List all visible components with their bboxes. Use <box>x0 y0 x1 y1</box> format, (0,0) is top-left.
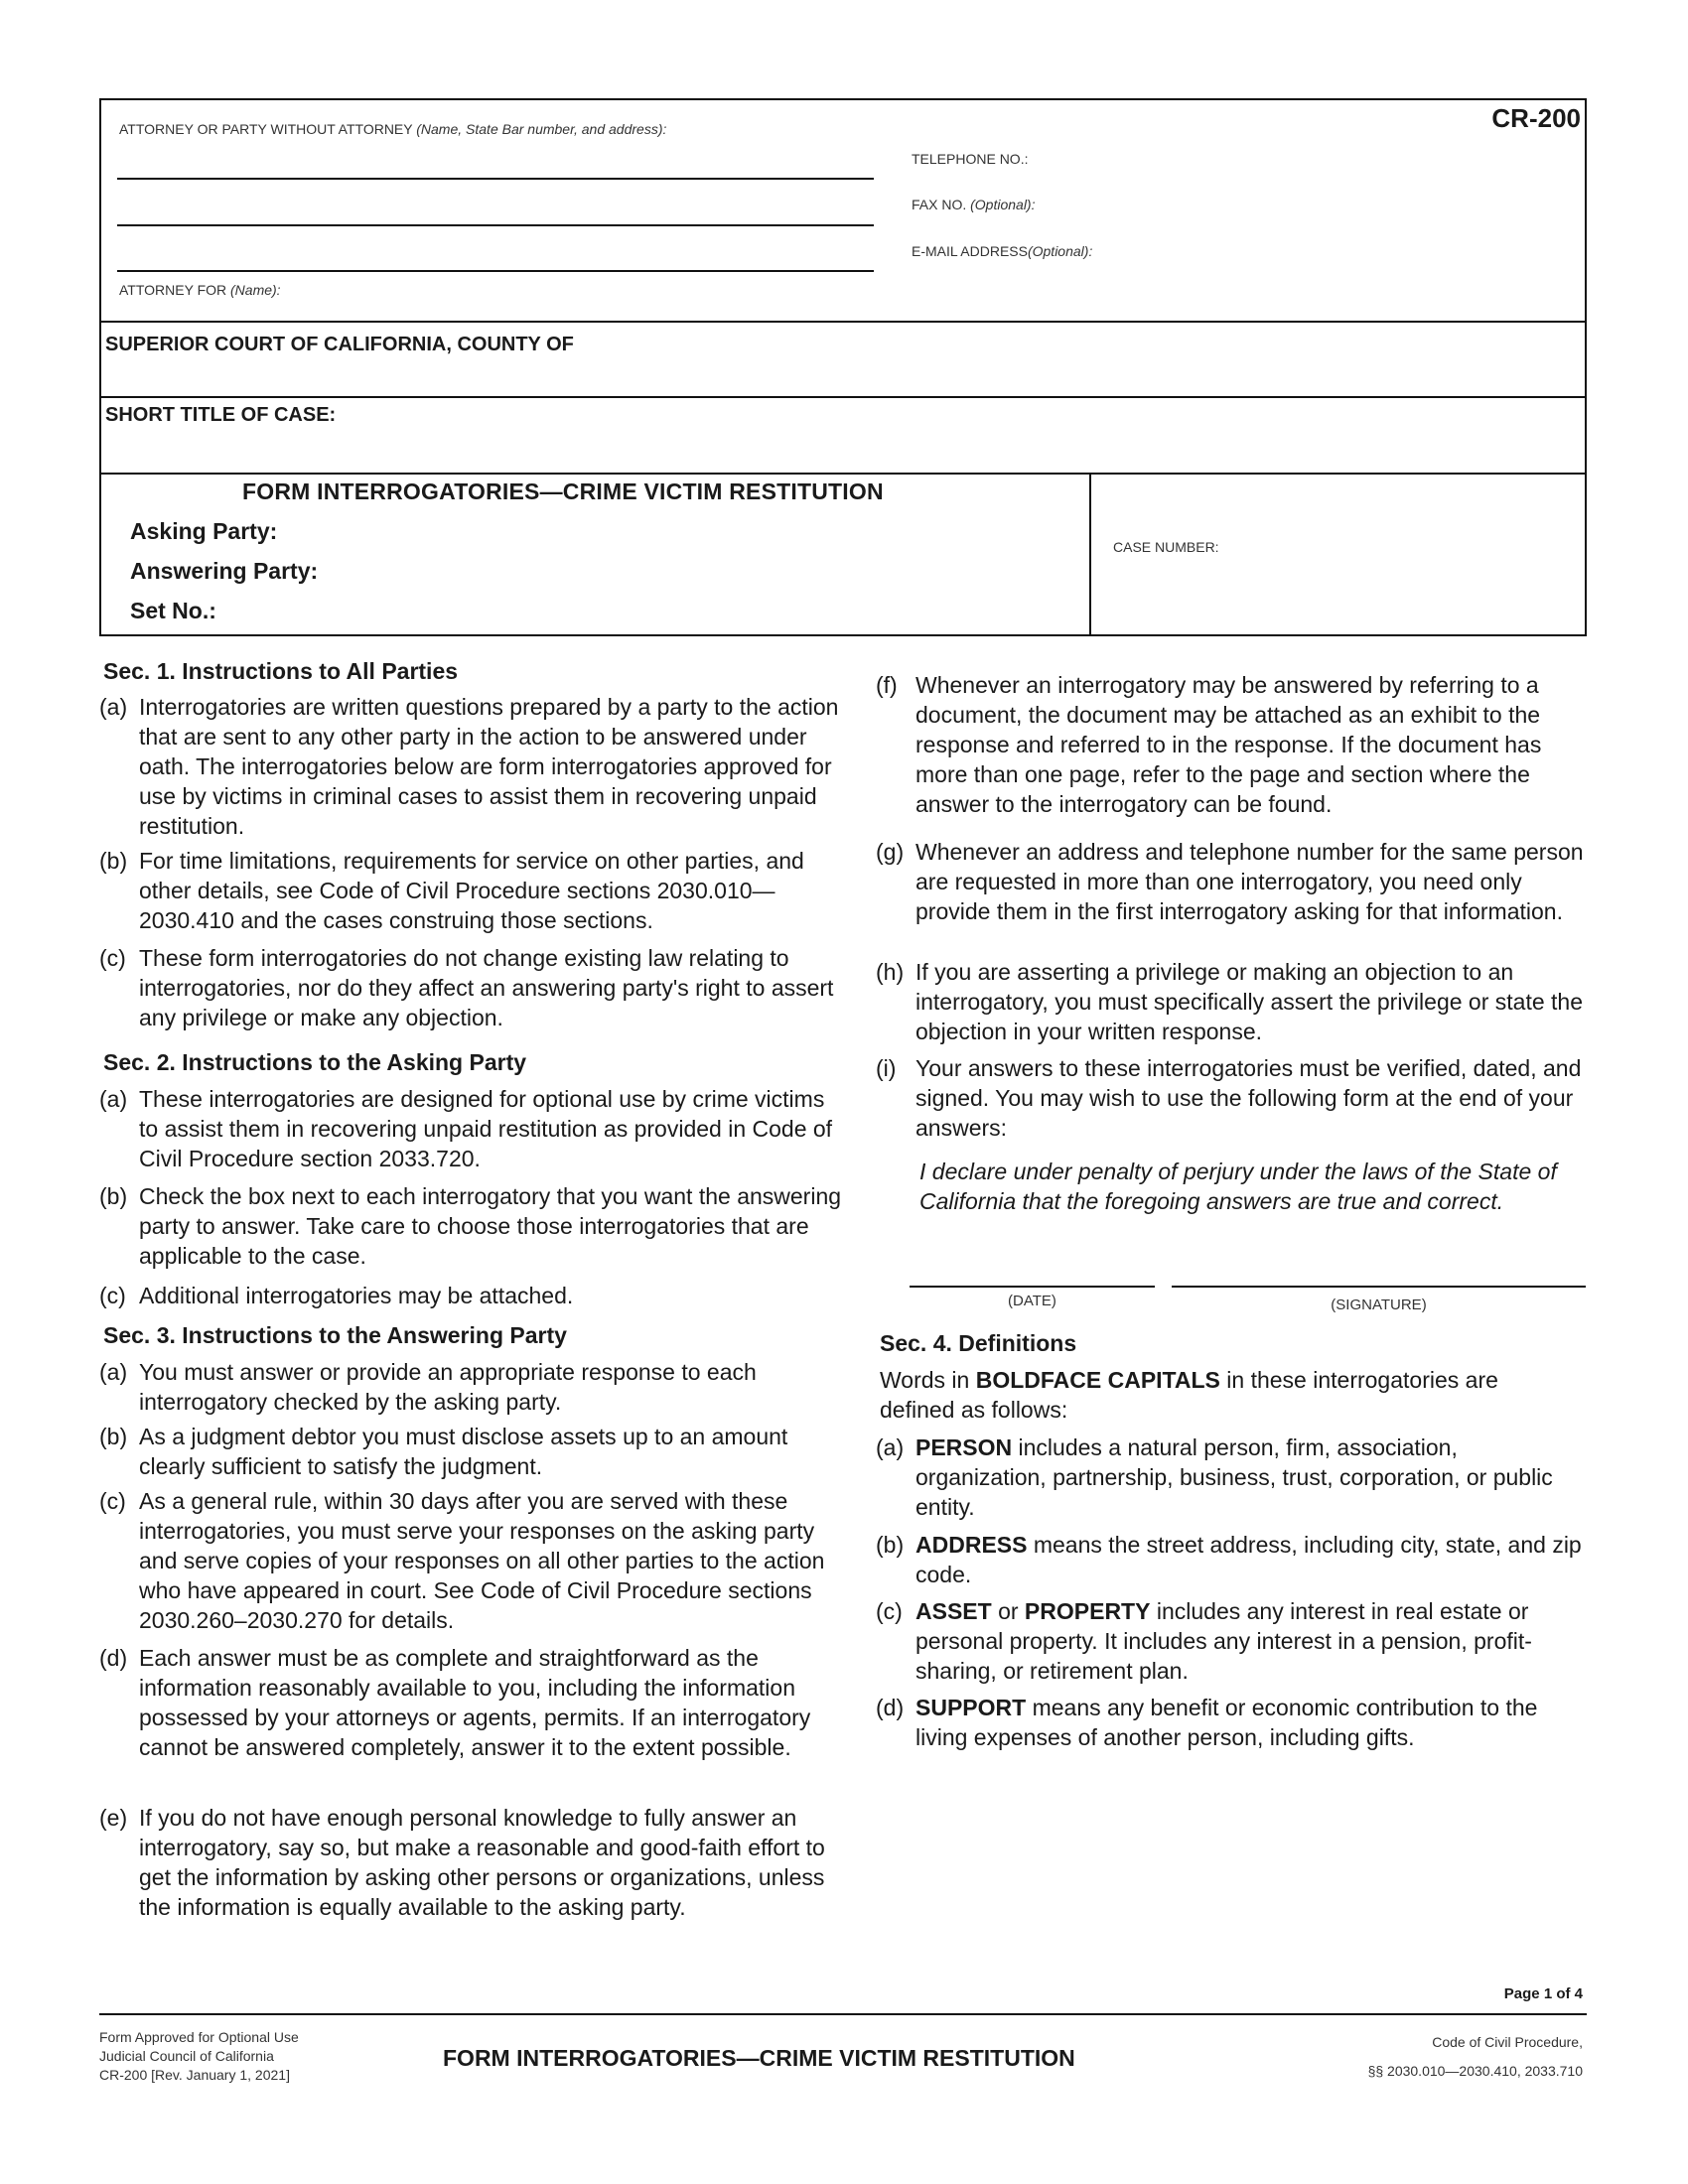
sec1-item-b: (b) For time limitations, requirements for service on other parties, and other details, see Code of Civil Procedure sections 2030.010—2030.410 and the cases construing those sections. <box>99 848 804 933</box>
sec3-item-d: (d) Each answer must be as complete and straightforward as the information reasonably available to you, including the information possessed by your attorneys or agents, permits. If an interrogatory cannot be answered completely, answer it to the extent possible. <box>99 1645 811 1760</box>
sec4-intro: Words in BOLDFACE CAPITALS in these interrogatories are defined as follows: <box>880 1367 1498 1423</box>
sec4-item-d: (d) SUPPORT means any benefit or economic contribution to the living expenses of another person, including gifts. <box>876 1695 1538 1750</box>
court-label: SUPERIOR COURT OF CALIFORNIA, COUNTY OF <box>105 334 574 355</box>
answering-party-label: Answering Party: <box>130 558 319 584</box>
email-label: E-MAIL ADDRESS(Optional): <box>912 243 1093 259</box>
sec3-item-b: (b) As a judgment debtor you must disclose assets up to an amount clearly sufficient to satisfy the judgment. <box>99 1424 788 1479</box>
footer-title: FORM INTERROGATORIES—CRIME VICTIM RESTITUTION <box>443 2045 1075 2071</box>
sec3-item-a: (a) You must answer or provide an appropriate response to each interrogatory checked by the asking party. <box>99 1359 757 1415</box>
signature-line[interactable] <box>1172 1286 1586 1288</box>
footer-right: Code of Civil Procedure, §§ 2030.010—2030.410, 2033.710 <box>1367 2034 1583 2079</box>
asking-party-label: Asking Party: <box>130 518 278 544</box>
case-number-label: CASE NUMBER: <box>1113 539 1219 555</box>
attorney-line-2[interactable] <box>117 224 874 226</box>
sec1-item-c: (c) These form interrogatories do not change existing law relating to interrogatories, nor do they affect an answering party's right to assert any privilege or make any objection. <box>99 945 834 1030</box>
short-title-label: SHORT TITLE OF CASE: <box>105 404 337 426</box>
sec3-item-h: (h) If you are asserting a privilege or making an objection to an interrogatory, you must specifically assert the privilege or state the objection in your written response. <box>876 959 1583 1044</box>
attorney-line-3[interactable] <box>117 270 874 272</box>
sec4-item-b: (b) ADDRESS means the street address, including city, state, and zip code. <box>876 1532 1582 1587</box>
footer-left: Form Approved for Optional Use Judicial Council of California CR-200 [Rev. January 1, 2021] <box>99 2029 299 2083</box>
sec1-item-a: (a) Interrogatories are written questions prepared by a party to the action that are sent to any other party in the action to be answered under oath. The interrogatories below are form interrogatories approved for use by victims in criminal cases to assist them in recovering unpaid restitution. <box>99 694 839 839</box>
attorney-label: ATTORNEY OR PARTY WITHOUT ATTORNEY (Name, State Bar number, and address): <box>119 121 667 137</box>
sec1-title: Sec. 1. Instructions to All Parties <box>103 658 459 684</box>
footer-rule <box>99 2013 1587 2015</box>
sec2-title: Sec. 2. Instructions to the Asking Party <box>103 1049 527 1075</box>
sec3-item-e: (e) If you do not have enough personal knowledge to fully answer an interrogatory, say so, but make a reasonable and good-faith effort to get the information by asking other persons or organizations, unless the information is equally available to the asking party. <box>99 1805 825 1920</box>
form-title: FORM INTERROGATORIES—CRIME VICTIM RESTITUTION <box>242 478 884 504</box>
fax-label: FAX NO. (Optional): <box>912 197 1036 212</box>
page-number: Page 1 of 4 <box>1503 1985 1583 2002</box>
sec4-item-c: (c) ASSET or PROPERTY includes any interest in real estate or personal property. It includes any interest in a pension, profit-sharing, or retirement plan. <box>876 1598 1532 1684</box>
attorney-line-1[interactable] <box>117 178 874 180</box>
attorney-for-label: ATTORNEY FOR (Name): <box>119 282 281 298</box>
sec3-title: Sec. 3. Instructions to the Answering Party <box>103 1322 567 1348</box>
date-line[interactable] <box>910 1286 1155 1288</box>
sec3-item-f: (f) Whenever an interrogatory may be answered by referring to a document, the document may be attached as an exhibit to the response and referred to in the response. If the document has more than one page, refer to the page and section where the answer to the interrogatory can be found. <box>876 672 1542 817</box>
telephone-label: TELEPHONE NO.: <box>912 151 1029 167</box>
date-label: (DATE) <box>1008 1293 1056 1309</box>
sec2-item-a: (a) These interrogatories are designed for optional use by crime victims to assist them in recovering unpaid restitution as provided in Code of Civil Procedure section 2033.720. <box>99 1086 833 1171</box>
sec2-item-c: (c) Additional interrogatories may be attached. <box>99 1283 574 1308</box>
sec3-item-g: (g) Whenever an address and telephone number for the same person are requested in more than one interrogatory, you need only provide them in the first interrogatory asking for that information. <box>876 839 1584 924</box>
sec2-item-b: (b) Check the box next to each interrogatory that you want the answering party to answer. Take care to choose those interrogatories that are applicable to the case. <box>99 1183 842 1269</box>
sec4-item-a: (a) PERSON includes a natural person, firm, association, organization, partnership, business, trust, corporation, or public entity. <box>876 1434 1553 1520</box>
signature-label: (SIGNATURE) <box>1331 1297 1427 1313</box>
declaration-text: I declare under penalty of perjury under the laws of the State of California that the foregoing answers are true and correct. <box>919 1159 1557 1214</box>
form-id: CR-200 <box>1491 103 1581 133</box>
sec3-item-c: (c) As a general rule, within 30 days after you are served with these interrogatories, you must serve your responses on the asking party and serve copies of your responses on all other parties to the action who have appeared in court. See Code of Civil Procedure sections 2030.260–2030.270 for details. <box>99 1488 825 1633</box>
sec3-item-i: (i) Your answers to these interrogatories must be verified, dated, and signed. You may wish to use the following form at the end of your answers: <box>876 1055 1582 1141</box>
set-no-label: Set No.: <box>130 598 216 623</box>
sec4-title: Sec. 4. Definitions <box>880 1330 1077 1356</box>
